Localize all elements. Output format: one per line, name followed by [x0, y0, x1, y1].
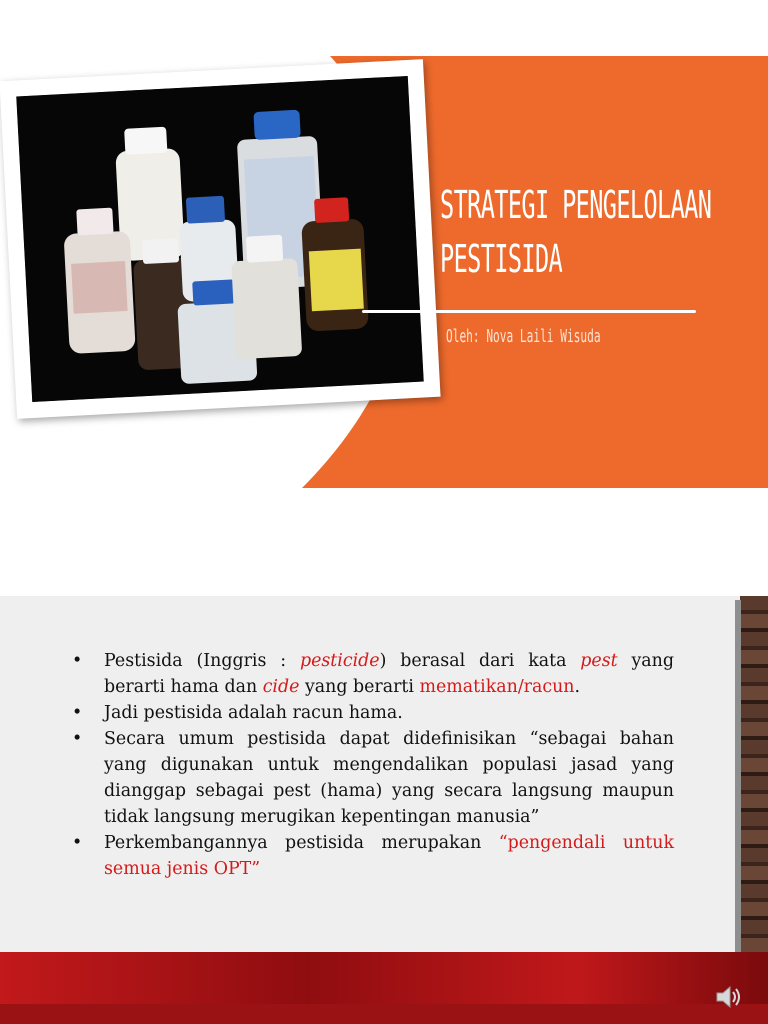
title-divider — [362, 310, 696, 313]
list-item — [72, 726, 674, 830]
bullet-marker: • — [72, 833, 83, 853]
bullet-marker: • — [72, 651, 83, 671]
content-slide — [0, 596, 768, 1024]
photo-frame — [0, 59, 441, 419]
text-run: Pestisida (Inggris : — [104, 651, 300, 671]
title-line-2: PESTISIDA — [440, 237, 563, 281]
bullet-content — [72, 648, 674, 882]
text-run: . — [574, 677, 581, 697]
term-cide: cide — [262, 677, 300, 697]
author-subtitle: Oleh: Nova Laili Wisuda — [446, 326, 601, 347]
text-run: yang berarti — [299, 677, 420, 697]
term-mematikan: mematikan/racun — [419, 677, 575, 697]
slide-title — [440, 178, 712, 286]
term-pengendali: “pengendali untuk semua jenis OPT” — [104, 833, 674, 879]
bullet-marker: • — [72, 729, 83, 749]
term-pest: pest — [580, 651, 618, 671]
bottom-red-strip — [0, 1004, 768, 1024]
term-pesticide: pesticide — [299, 651, 380, 671]
title-slide — [0, 0, 768, 500]
bullet-list — [72, 648, 674, 882]
bullet-marker: • — [72, 703, 83, 723]
speaker-icon[interactable] — [713, 982, 743, 1012]
bottom-red-band — [0, 952, 768, 1004]
text-run: Jadi pestisida adalah racun hama. — [104, 703, 403, 723]
list-item — [72, 648, 674, 700]
vertical-accent-bar — [735, 600, 741, 1008]
text-run: Secara umum pestisida dapat didefinisikan “sebagai bahan yang digunakan untuk mengendalikan populasi jasad yang dianggap sebagai pest (hama) yang secara langsung maupun tidak langsung merugikan kepentingan manusia” — [104, 729, 674, 827]
pesticide-bottles-photo — [16, 76, 423, 402]
list-item — [72, 830, 674, 882]
list-item — [72, 700, 674, 726]
text-run: Perkembangannya pestisida merupakan — [104, 833, 499, 853]
text-run: yang berarti hama dan — [104, 651, 674, 697]
text-run: ) berasal dari kata — [379, 651, 581, 671]
title-line-1: STRATEGI PENGELOLAAN — [440, 183, 712, 227]
